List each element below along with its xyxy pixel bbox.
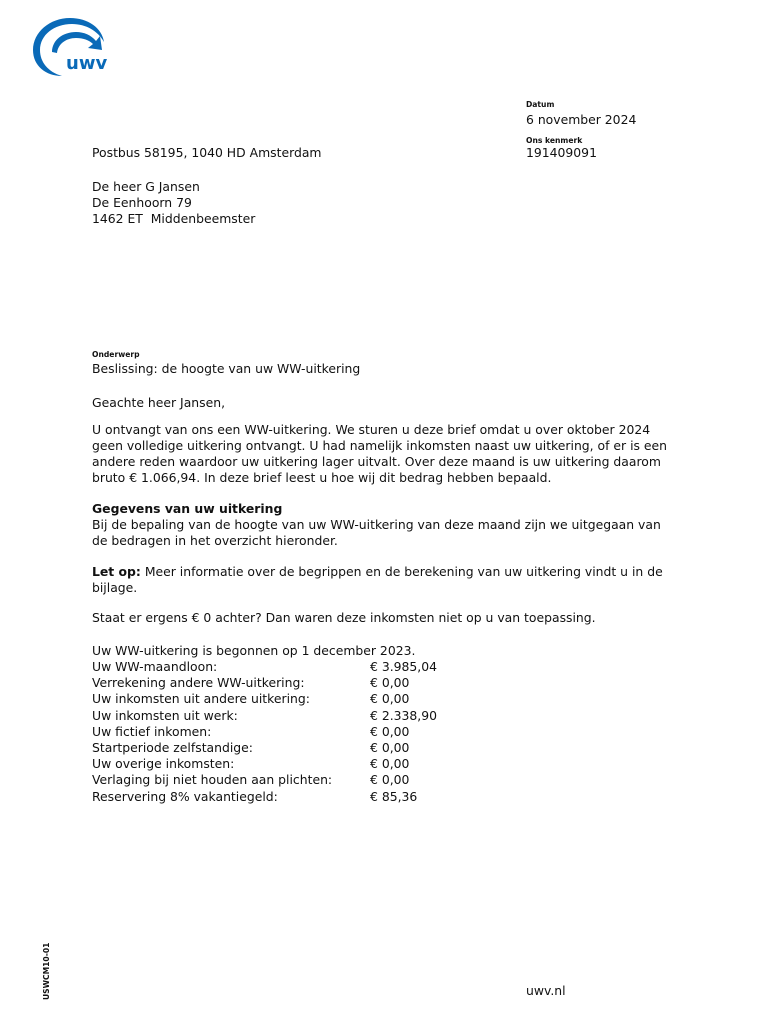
footer-url[interactable]: uwv.nl — [526, 983, 566, 998]
intro-line: U ontvangt van ons een WW-uitkering. We sturen u deze brief omdat u over oktober 2024 — [92, 422, 651, 437]
amount-row — [92, 789, 492, 805]
section-heading: Gegevens van uw uitkering — [92, 501, 283, 516]
reference-label: Ons kenmerk — [526, 136, 583, 145]
recipient-street: De Eenhoorn 79 — [92, 195, 192, 210]
note-label: Let op: — [92, 564, 141, 579]
note-paragraph — [92, 564, 663, 596]
return-address: Postbus 58195, 1040 HD Amsterdam — [92, 145, 322, 160]
amount-value: € 2.338,90 — [370, 707, 437, 723]
amount-label: Startperiode zelfstandige: — [92, 739, 253, 755]
svg-text:uwv: uwv — [66, 53, 108, 74]
amount-label: Uw inkomsten uit werk: — [92, 707, 238, 723]
amount-label: Uw inkomsten uit andere uitkering: — [92, 691, 310, 707]
uwv-logo-mark — [30, 14, 110, 78]
amounts-overview — [92, 659, 492, 805]
amount-value: € 0,00 — [370, 756, 410, 772]
intro-line: andere reden waardoor uw uitkering lager uitvalt. Over deze maand is uw uitkering daarom — [92, 454, 661, 469]
intro-line: bruto € 1.066,94. In deze brief leest u hoe wij dit bedrag hebben bepaald. — [92, 470, 552, 485]
uwv-logo — [30, 14, 110, 78]
recipient-name: De heer G Jansen — [92, 179, 200, 194]
amount-row — [92, 756, 492, 772]
salutation: Geachte heer Jansen, — [92, 395, 226, 410]
note-line — [92, 564, 663, 580]
zero-note-paragraph — [92, 610, 652, 626]
amount-label: Uw fictief inkomen: — [92, 723, 212, 739]
note-text: Meer informatie over de begrippen en de berekening van uw uitkering vindt u in de — [140, 564, 663, 579]
amount-row — [92, 659, 492, 675]
section-line: Bij de bepaling van de hoogte van uw WW-uitkering van deze maand zijn we uitgegaan van — [92, 517, 661, 532]
amount-row — [92, 691, 492, 707]
amount-label: Verrekening andere WW-uitkering: — [92, 675, 305, 691]
amount-label: Uw overige inkomsten: — [92, 756, 235, 772]
amount-row — [92, 708, 492, 724]
amount-label: Uw WW-maandloon: — [92, 659, 218, 674]
amount-value: € 0,00 — [370, 739, 410, 755]
recipient-postal-city: 1462 ET Middenbeemster — [92, 211, 256, 226]
section-paragraph — [92, 517, 661, 549]
note-line: bijlage. — [92, 580, 138, 595]
amount-label: Verlaging bij niet houden aan plichten: — [92, 772, 333, 788]
amount-row — [92, 772, 492, 788]
amount-row — [92, 740, 492, 756]
amount-value: € 0,00 — [370, 723, 410, 739]
amount-value: € 0,00 — [370, 675, 410, 691]
amount-value: € 85,36 — [370, 788, 418, 804]
amount-value: € 0,00 — [370, 772, 410, 788]
zero-note-line: Staat er ergens € 0 achter? Dan waren deze inkomsten niet op u van toepassing. — [92, 610, 596, 625]
date-value: 6 november 2024 — [526, 112, 637, 127]
subject-value: Beslissing: de hoogte van uw WW-uitkering — [92, 361, 361, 376]
section-line: de bedragen in het overzicht hieronder. — [92, 533, 338, 548]
benefit-start-line: Uw WW-uitkering is begonnen op 1 december 2023. — [92, 643, 416, 658]
reference-value: 191409091 — [526, 145, 597, 160]
intro-paragraph — [92, 422, 668, 486]
amount-label: Reservering 8% vakantiegeld: — [92, 788, 278, 804]
date-label: Datum — [526, 100, 555, 109]
amount-value: € 0,00 — [370, 691, 410, 707]
amount-row — [92, 724, 492, 740]
subject-label: Onderwerp — [92, 350, 140, 359]
recipient-address — [92, 179, 255, 227]
intro-line: geen volledige uitkering ontvangt. U had namelijk inkomsten naast uw uitkering, of er is een — [92, 438, 668, 453]
amount-value: € 3.985,04 — [370, 659, 437, 674]
form-code: USWCM10-01 — [42, 942, 51, 1000]
amount-row — [92, 675, 492, 691]
